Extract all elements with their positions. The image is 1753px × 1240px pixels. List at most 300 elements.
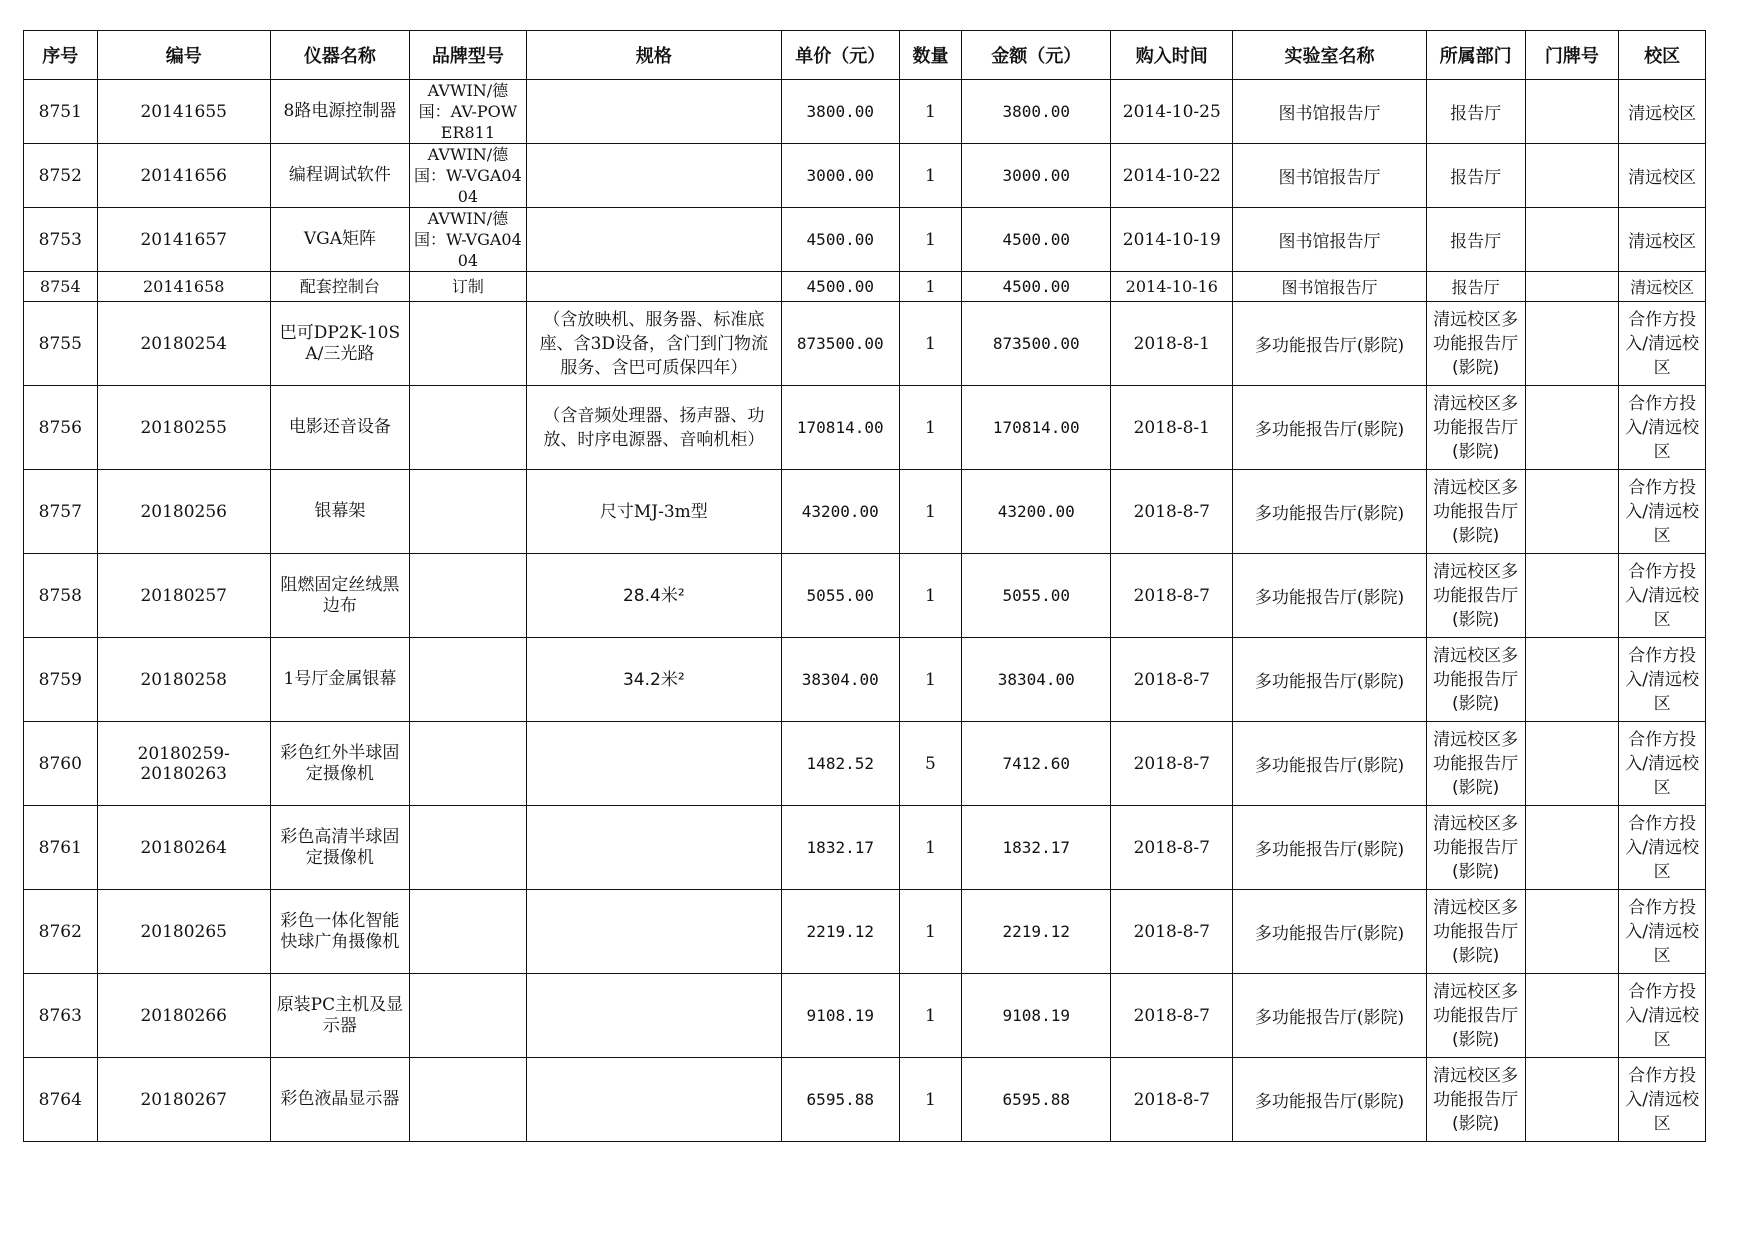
cell-lab [1233,638,1426,722]
cell-seq-text: 8754 [39,277,81,296]
cell-qty [899,974,961,1058]
cell-date [1111,974,1233,1058]
cell-campus [1619,208,1706,272]
cell-campus [1619,144,1706,208]
cell-name [270,208,409,272]
cell-date [1111,386,1233,470]
cell-code-text: 20180267 [140,1089,227,1110]
cell-door [1525,208,1619,272]
cell-spec [526,638,781,722]
cell-price-text: 38304.00 [801,669,879,689]
cell-qty [899,272,961,302]
cell-code-text: 20180257 [140,585,227,606]
cell-amount-text: 43200.00 [997,501,1075,521]
cell-date [1111,806,1233,890]
cell-lab [1233,722,1426,806]
cell-price-text: 4500.00 [806,229,874,249]
cell-campus-text: 合作方投入/清远校区 [1625,981,1699,1050]
cell-brand-text: AVWIN/德国：W-VGA0404 [414,145,522,206]
cell-price-text: 2219.12 [806,921,874,941]
cell-amount-text: 2219.12 [1002,921,1070,941]
cell-dept [1426,722,1525,806]
cell-lab [1233,144,1426,208]
cell-dept-text: 清远校区多功能报告厅(影院) [1433,729,1519,798]
cell-seq [24,208,98,272]
cell-qty [899,806,961,890]
cell-campus-text: 合作方投入/清远校区 [1625,645,1699,714]
cell-qty-text: 1 [925,165,936,186]
cell-dept [1426,974,1525,1058]
cell-date-text: 2014-10-22 [1122,165,1221,186]
header-amount: 金额（元） [962,31,1111,80]
cell-brand [409,638,526,722]
cell-dept-text: 清远校区多功能报告厅(影院) [1433,981,1519,1050]
cell-lab [1233,554,1426,638]
cell-qty [899,208,961,272]
cell-qty [899,470,961,554]
cell-dept-text: 清远校区多功能报告厅(影院) [1433,309,1519,378]
cell-campus-text: 合作方投入/清远校区 [1625,897,1699,966]
table-row [24,208,1706,272]
cell-date-text: 2018-8-7 [1133,921,1210,942]
table-row [24,272,1706,302]
cell-price [781,272,899,302]
cell-campus-text: 合作方投入/清远校区 [1625,813,1699,882]
cell-qty-text: 1 [925,333,936,354]
cell-brand [409,386,526,470]
cell-price [781,1058,899,1142]
cell-dept-text: 清远校区多功能报告厅(影院) [1433,1065,1519,1134]
table-body [24,80,1706,1142]
cell-qty-text: 1 [925,229,936,250]
cell-name-text: 彩色液晶显示器 [280,1089,400,1109]
cell-amount [962,80,1111,144]
cell-seq [24,806,98,890]
cell-campus-text: 清远校区 [1628,168,1697,188]
cell-dept [1426,302,1525,386]
table-row [24,554,1706,638]
cell-code [97,208,270,272]
cell-code [97,638,270,722]
cell-dept-text: 报告厅 [1450,232,1502,252]
header-name: 仪器名称 [270,31,409,80]
cell-amount-text: 3000.00 [1002,165,1070,185]
cell-name-text: 巴可DP2K-10SA/三光路 [279,322,401,364]
cell-date-text: 2018-8-7 [1133,669,1210,690]
cell-lab [1233,974,1426,1058]
cell-qty-text: 1 [925,501,936,522]
cell-seq [24,272,98,302]
cell-seq-text: 8762 [38,921,82,942]
header-dept: 所属部门 [1426,31,1525,80]
cell-qty-text: 1 [925,585,936,606]
cell-amount [962,890,1111,974]
cell-date-text: 2018-8-7 [1133,753,1210,774]
cell-spec [526,144,781,208]
cell-name [270,638,409,722]
cell-code-text: 20180254 [140,333,227,354]
cell-name [270,722,409,806]
cell-door [1525,806,1619,890]
table-row [24,1058,1706,1142]
cell-campus [1619,806,1706,890]
cell-amount [962,722,1111,806]
cell-qty-text: 1 [925,837,936,858]
table-row [24,638,1706,722]
cell-lab-text: 多功能报告厅(影院) [1254,588,1405,608]
cell-brand [409,974,526,1058]
cell-date-text: 2018-8-7 [1133,1089,1210,1110]
cell-price-text: 3800.00 [806,101,874,121]
cell-code-text: 20180259-20180263 [137,743,230,784]
cell-amount [962,272,1111,302]
cell-code [97,554,270,638]
cell-seq [24,890,98,974]
cell-code [97,144,270,208]
cell-brand [409,144,526,208]
cell-price [781,890,899,974]
cell-amount [962,554,1111,638]
cell-qty [899,386,961,470]
cell-dept [1426,272,1525,302]
header-date: 购入时间 [1111,31,1233,80]
cell-seq-text: 8756 [38,417,82,438]
cell-code [97,386,270,470]
cell-seq-text: 8751 [38,101,82,122]
cell-name [270,386,409,470]
cell-spec-text: （含放映机、服务器、标准底座、含3D设备，含门到门物流服务、含巴可质保四年） [539,309,769,378]
cell-amount [962,806,1111,890]
cell-brand [409,722,526,806]
cell-lab-text: 图书馆报告厅 [1281,278,1378,297]
cell-code-text: 20180255 [140,417,227,438]
cell-name [270,144,409,208]
cell-lab-text: 多功能报告厅(影院) [1254,1008,1405,1028]
cell-dept [1426,638,1525,722]
cell-price [781,470,899,554]
cell-door [1525,890,1619,974]
cell-dept-text: 清远校区多功能报告厅(影院) [1433,477,1519,546]
cell-lab-text: 多功能报告厅(影院) [1254,672,1405,692]
cell-dept [1426,470,1525,554]
cell-code [97,806,270,890]
cell-dept-text: 报告厅 [1451,278,1500,297]
cell-seq-text: 8763 [38,1005,82,1026]
cell-amount [962,638,1111,722]
cell-lab [1233,302,1426,386]
cell-brand [409,470,526,554]
table-row [24,470,1706,554]
cell-seq [24,80,98,144]
cell-spec [526,1058,781,1142]
cell-spec [526,554,781,638]
cell-price [781,806,899,890]
cell-qty [899,80,961,144]
cell-code [97,80,270,144]
cell-lab-text: 多功能报告厅(影院) [1254,1092,1405,1112]
cell-date-text: 2018-8-7 [1133,1005,1210,1026]
cell-date [1111,554,1233,638]
cell-campus-text: 清远校区 [1628,104,1697,124]
cell-amount-text: 4500.00 [1002,229,1070,249]
cell-campus-text: 合作方投入/清远校区 [1625,729,1699,798]
cell-price [781,80,899,144]
cell-amount-text: 3800.00 [1002,101,1070,121]
cell-campus-text: 清远校区 [1628,232,1697,252]
cell-amount-text: 4500.00 [1002,277,1070,296]
cell-door [1525,470,1619,554]
header-door: 门牌号 [1525,31,1619,80]
cell-price-text: 9108.19 [806,1005,874,1025]
cell-lab [1233,890,1426,974]
cell-lab-text: 图书馆报告厅 [1278,232,1381,252]
cell-qty [899,638,961,722]
cell-name-text: 银幕架 [314,501,366,521]
cell-amount [962,974,1111,1058]
cell-amount [962,386,1111,470]
cell-price [781,638,899,722]
cell-price-text: 6595.88 [806,1089,874,1109]
cell-seq-text: 8758 [38,585,82,606]
cell-campus [1619,1058,1706,1142]
cell-campus [1619,974,1706,1058]
header-qty: 数量 [899,31,961,80]
cell-seq [24,386,98,470]
cell-campus-text: 清远校区 [1630,278,1695,297]
cell-door [1525,722,1619,806]
cell-campus [1619,554,1706,638]
cell-door [1525,80,1619,144]
cell-price [781,554,899,638]
cell-name-text: 彩色红外半球固定摄像机 [280,742,400,784]
cell-campus [1619,80,1706,144]
header-brand: 品牌型号 [409,31,526,80]
cell-seq [24,144,98,208]
cell-dept-text: 清远校区多功能报告厅(影院) [1433,813,1519,882]
cell-date-text: 2018-8-7 [1133,837,1210,858]
cell-dept [1426,890,1525,974]
cell-spec [526,890,781,974]
cell-lab-text: 多功能报告厅(影院) [1254,756,1405,776]
cell-seq-text: 8753 [38,229,82,250]
cell-seq [24,470,98,554]
table-row [24,302,1706,386]
cell-date [1111,208,1233,272]
cell-code-text: 20180256 [140,501,227,522]
cell-name-text: 电影还音设备 [288,417,391,437]
cell-date-text: 2018-8-1 [1133,417,1210,438]
cell-campus [1619,302,1706,386]
cell-seq [24,638,98,722]
header-row [24,31,1706,80]
cell-dept [1426,386,1525,470]
cell-name [270,272,409,302]
cell-price-text: 3000.00 [806,165,874,185]
cell-code-text: 20180258 [140,669,227,690]
cell-date [1111,272,1233,302]
header-seq: 序号 [24,31,98,80]
cell-lab [1233,470,1426,554]
cell-spec [526,302,781,386]
cell-brand [409,80,526,144]
cell-door [1525,974,1619,1058]
cell-amount-text: 5055.00 [1002,585,1070,605]
cell-dept [1426,1058,1525,1142]
cell-door [1525,638,1619,722]
cell-name [270,554,409,638]
cell-price-text: 43200.00 [801,501,879,521]
cell-price-text: 4500.00 [806,277,874,296]
cell-name-text: 彩色高清半球固定摄像机 [280,826,400,868]
cell-campus [1619,890,1706,974]
cell-name-text: 8路电源控制器 [283,101,397,121]
cell-lab [1233,80,1426,144]
cell-date-text: 2014-10-16 [1125,277,1218,296]
cell-door [1525,302,1619,386]
cell-qty-text: 1 [925,669,936,690]
cell-date [1111,470,1233,554]
cell-date-text: 2018-8-1 [1133,333,1210,354]
cell-seq-text: 8764 [38,1089,82,1110]
cell-date [1111,1058,1233,1142]
cell-name-text: 配套控制台 [299,277,380,296]
cell-price [781,302,899,386]
cell-qty-text: 1 [925,417,936,438]
cell-dept-text: 清远校区多功能报告厅(影院) [1433,561,1519,630]
cell-spec-text: 尺寸MJ-3m型 [599,501,708,522]
cell-seq-text: 8759 [38,669,82,690]
cell-campus-text: 合作方投入/清远校区 [1625,309,1699,378]
cell-dept-text: 报告厅 [1450,168,1502,188]
cell-price [781,722,899,806]
cell-brand [409,208,526,272]
cell-code-text: 20141655 [140,101,227,122]
cell-lab [1233,1058,1426,1142]
cell-campus-text: 合作方投入/清远校区 [1625,1065,1699,1134]
cell-seq [24,974,98,1058]
cell-lab-text: 多功能报告厅(影院) [1254,420,1405,440]
cell-qty [899,1058,961,1142]
cell-qty-text: 1 [925,277,936,296]
cell-seq-text: 8760 [38,753,82,774]
cell-date [1111,144,1233,208]
cell-amount-text: 38304.00 [997,669,1075,689]
cell-price-text: 873500.00 [796,333,884,353]
cell-campus [1619,638,1706,722]
cell-name-text: 1号厅金属银幕 [283,669,397,689]
cell-brand [409,302,526,386]
cell-spec-text: 28.4米² [622,585,685,606]
cell-lab-text: 图书馆报告厅 [1278,168,1381,188]
cell-seq-text: 8761 [38,837,82,858]
cell-dept-text: 报告厅 [1450,104,1502,124]
header-spec: 规格 [526,31,781,80]
cell-name [270,80,409,144]
cell-code [97,470,270,554]
cell-campus-text: 合作方投入/清远校区 [1625,561,1699,630]
cell-brand [409,272,526,302]
cell-lab [1233,386,1426,470]
cell-date [1111,638,1233,722]
equipment-sheet [23,30,1706,1142]
cell-date [1111,890,1233,974]
cell-price-text: 1482.52 [806,753,874,773]
cell-code [97,722,270,806]
cell-amount-text: 7412.60 [1002,753,1070,773]
cell-dept [1426,80,1525,144]
cell-spec [526,722,781,806]
cell-lab-text: 多功能报告厅(影院) [1254,840,1405,860]
cell-campus [1619,272,1706,302]
cell-qty [899,554,961,638]
cell-brand-text: AVWIN/德国：AV-POWER811 [418,81,518,142]
cell-name [270,470,409,554]
cell-brand [409,554,526,638]
cell-campus-text: 合作方投入/清远校区 [1625,477,1699,546]
cell-door [1525,144,1619,208]
cell-price [781,208,899,272]
cell-price-text: 170814.00 [796,417,884,437]
cell-name-text: 阻燃固定丝绒黑边布 [280,574,400,616]
cell-dept-text: 清远校区多功能报告厅(影院) [1433,645,1519,714]
cell-seq [24,554,98,638]
cell-seq-text: 8755 [38,333,82,354]
cell-spec [526,806,781,890]
table-row [24,80,1706,144]
header-price: 单价（元） [781,31,899,80]
cell-code-text: 20180264 [140,837,227,858]
cell-amount [962,144,1111,208]
cell-dept [1426,554,1525,638]
cell-spec [526,272,781,302]
cell-name-text: VGA矩阵 [303,229,376,249]
table-row [24,890,1706,974]
cell-amount [962,208,1111,272]
cell-seq [24,302,98,386]
cell-code [97,1058,270,1142]
cell-amount-text: 1832.17 [1002,837,1070,857]
table-row [24,386,1706,470]
cell-dept [1426,208,1525,272]
cell-date [1111,80,1233,144]
cell-door [1525,1058,1619,1142]
cell-code [97,272,270,302]
cell-date-text: 2014-10-25 [1122,101,1221,122]
cell-name [270,302,409,386]
cell-seq-text: 8752 [38,165,82,186]
cell-amount-text: 170814.00 [992,417,1080,437]
cell-dept [1426,806,1525,890]
cell-door [1525,272,1619,302]
cell-qty-text: 1 [925,1005,936,1026]
cell-campus [1619,470,1706,554]
cell-qty-text: 1 [925,1089,936,1110]
cell-qty [899,144,961,208]
cell-seq-text: 8757 [38,501,82,522]
cell-amount [962,470,1111,554]
cell-spec [526,974,781,1058]
cell-qty [899,722,961,806]
cell-name-text: 原装PC主机及显示器 [276,994,404,1036]
cell-seq [24,722,98,806]
cell-spec-text: 34.2米² [622,669,685,690]
cell-code-text: 20141656 [140,165,227,186]
cell-brand-text: 订制 [451,277,484,296]
cell-lab-text: 多功能报告厅(影院) [1254,924,1405,944]
table-row [24,806,1706,890]
table-row [24,722,1706,806]
cell-lab-text: 多功能报告厅(影院) [1254,504,1405,524]
